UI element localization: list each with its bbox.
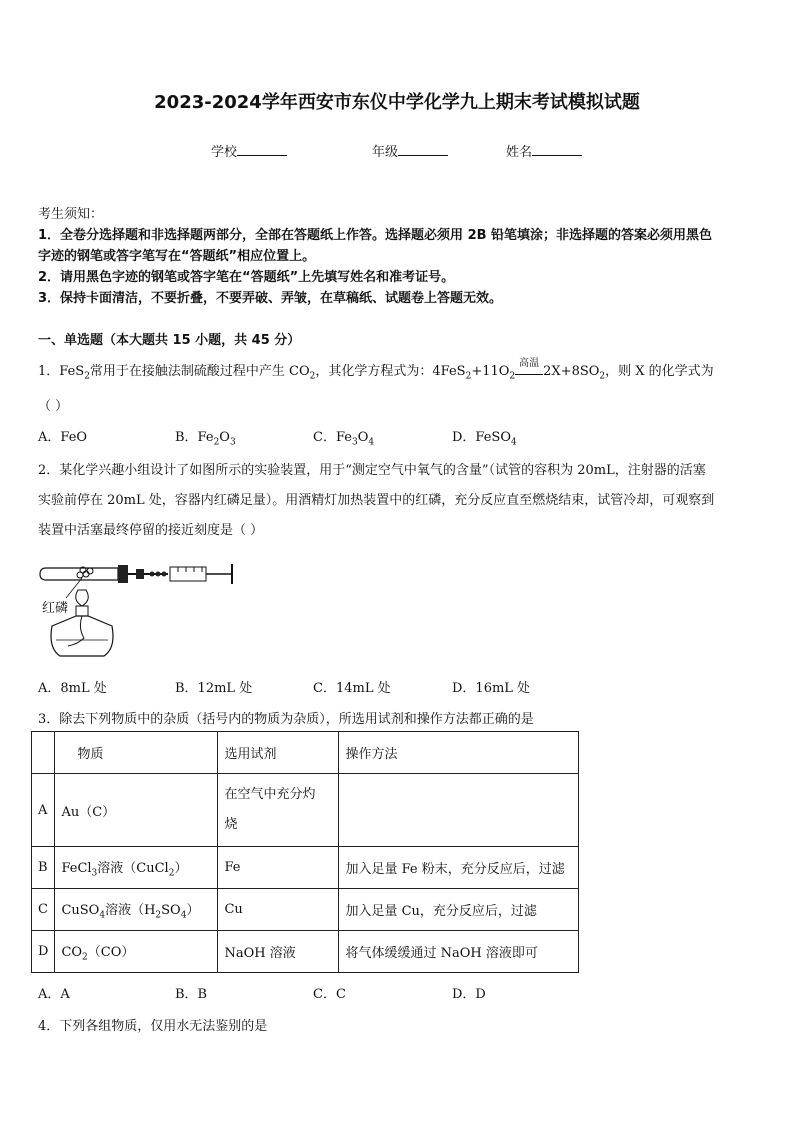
q3-option-c[interactable]: C．C [313, 987, 346, 1002]
grade-label: 年级 [372, 145, 399, 160]
school-field [211, 141, 287, 160]
table-header-row [32, 732, 579, 774]
notice-item-1: 1．全卷分选择题和非选择题两部分，全部在答题纸上作答。选择题必须用 2B 铅笔填涂；非选择题的答案必须用黑色 [38, 228, 713, 243]
question-2-line-1: 2．某化学兴趣小组设计了如图所示的实验装置，用于“测定空气中氧气的含量”（试管的容积为 20mL，注射器的活塞 [38, 463, 706, 478]
table-header: 选用试剂 [218, 732, 339, 774]
notice-item-1-cont: 字迹的钢笔或答字笔写在“答题纸”相应位置上。 [38, 249, 316, 264]
row-label: C [32, 889, 55, 931]
q3-option-d[interactable]: D．D [452, 987, 486, 1002]
school-label: 学校 [211, 145, 238, 160]
method-cell: 加入足量 Fe 粉末，充分反应后，过滤 [339, 847, 579, 889]
q1-option-c[interactable]: C．$Fe_3O_4$ [313, 430, 375, 448]
q2-option-b[interactable]: B．12mL 处 [175, 681, 253, 696]
q2-option-a[interactable]: A．8mL 处 [38, 681, 107, 696]
q1-option-d[interactable]: D．FeSO$_4$ [452, 430, 517, 448]
reagent-cell: Cu [218, 889, 339, 931]
method-cell [339, 774, 579, 847]
question-4-stem: 4．下列各组物质，仅用水无法鉴别的是 [38, 1019, 268, 1034]
table-row [32, 889, 579, 931]
grade-field [372, 141, 448, 160]
row-label: B [32, 847, 55, 889]
reagent-cell: 在空气中充分灼 烧 [218, 774, 339, 847]
question-2-line-2: 实验前停在 20mL 处，容器内红磷足量）。用酒精灯加热装置中的红磷，充分反应直至燃烧结束，试管冷却，可观察到 [38, 493, 715, 508]
notice-item-2: 2．请用黑色字迹的钢笔或答字笔在“答题纸”上先填写姓名和准考证号。 [38, 270, 455, 285]
school-blank[interactable] [237, 143, 287, 156]
row-label: D [32, 931, 55, 973]
q3-option-a[interactable]: A．A [38, 987, 70, 1002]
q1-option-a[interactable]: A．FeO [38, 430, 88, 445]
q1-option-b[interactable]: B．$Fe_2O_3$ [175, 430, 236, 448]
question-2-line-3: 装置中活塞最终停留的接近刻度是（ ） [38, 523, 264, 538]
q2-option-d[interactable]: D．16mL 处 [452, 681, 531, 696]
notice-item-3: 3．保持卡面清洁，不要折叠，不要弄破、弄皱，在草稿纸、试题卷上答题无效。 [38, 291, 503, 306]
substance-cell: Au（C） [55, 774, 218, 847]
impurity-table [31, 731, 579, 973]
table-header: 物质 [55, 732, 218, 774]
name-blank[interactable] [532, 143, 582, 156]
reagent-cell: NaOH 溶液 [218, 931, 339, 973]
reagent-cell: Fe [218, 847, 339, 889]
name-label: 姓名 [506, 145, 533, 160]
method-cell: 加入足量 Cu，充分反应后，过滤 [339, 889, 579, 931]
name-field [506, 141, 582, 160]
grade-blank[interactable] [398, 143, 448, 156]
table-row [32, 774, 579, 847]
reaction-condition: 高温 [515, 364, 543, 379]
question-1-stem: 1．FeS$_2$常用于在接触法制硫酸过程中产生 $CO_2$，其化学方程式为：$4FeS_2+11O_2$ 高温 $2X+8SO_2$，则 X 的化学式为 [38, 358, 714, 382]
method-cell: 将气体缓缓通过 NaOH 溶液即可 [339, 931, 579, 973]
substance-cell: FeCl$_3$溶液（CuCl$_2$） [55, 847, 218, 889]
question-3-stem: 3．除去下列物质中的杂质（括号内的物质为杂质），所选用试剂和操作方法都正确的是 [38, 712, 534, 727]
substance-cell: CuSO$_4$溶液$(H_2SO_4)$ [55, 889, 218, 931]
table-cell [32, 732, 55, 774]
phosphorus-label: 红磷 [42, 601, 69, 616]
row-label: A [32, 774, 55, 847]
q2-option-c[interactable]: C．14mL 处 [313, 681, 391, 696]
section-heading: 一、单选题（本大题共 15 小题，共 45 分） [38, 333, 301, 348]
table-header: 操作方法 [339, 732, 579, 774]
substance-cell: $CO_2(CO)$ [55, 931, 218, 973]
table-row [32, 931, 579, 973]
q3-option-b[interactable]: B．B [175, 987, 208, 1002]
exam-title: 2023-2024学年西安市东仪中学化学九上期末考试模拟试题 [154, 92, 640, 113]
question-1-paren: （ ） [38, 399, 69, 414]
apparatus-figure [38, 548, 248, 663]
table-row [32, 847, 579, 889]
notice-heading: 考生须知： [38, 207, 104, 222]
